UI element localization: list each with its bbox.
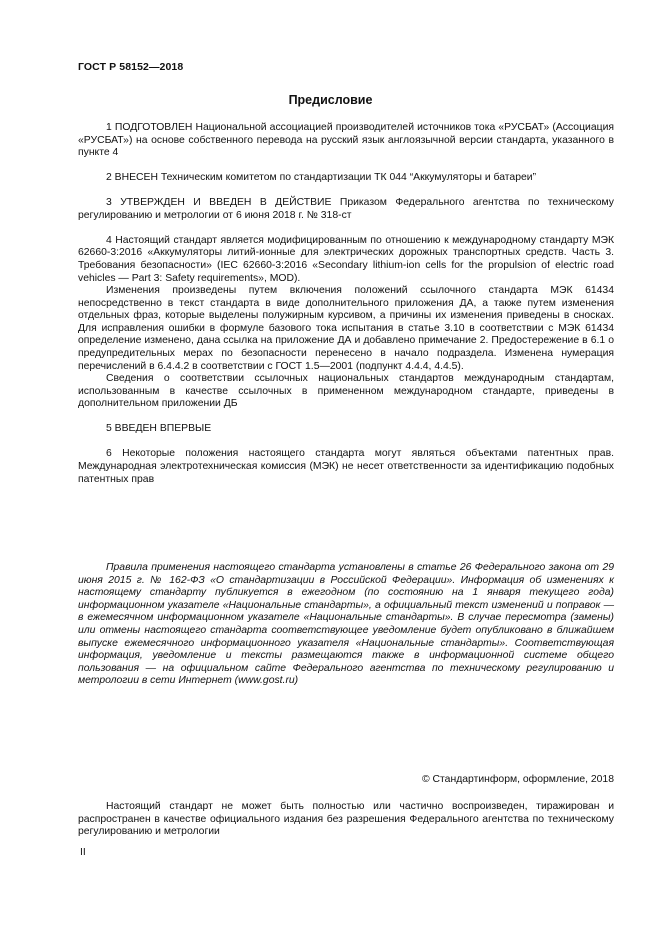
paragraph-changes: Изменения произведены путем включения положений ссылочного стандарта МЭК 61434 непосредственно в текст стандарта в виде дополнительного приложения ДА, а также путем изменения отдельных фраз, которые выделены полужирным курсивом, а причины их изменения приведены в сносках. Для исправления ошибки в формуле базового тока испытания в статье 3.10 в соответствии с МЭК 61434 определение изменено, дана ссылка на приложение ДА и добавлено примечание 2. Предостережение в 6.1 о предупредительных мерах по безопасности перенесено в начало подраздела. Изменена нумерация перечислений в 6.4.4.2 в соответствии с ГОСТ 1.5—2001 (подпункт 4.4.4, 4.4.5). (78, 285, 614, 372)
page-number: II (80, 847, 86, 858)
paragraph-approved: 3 УТВЕРЖДЕН И ВВЕДЕН В ДЕЙСТВИЕ Приказом Федерального агентства по техническому регулированию и метрологии от 6 июня 2018 г. № 318-ст (78, 197, 614, 221)
reproduction-notice (78, 801, 614, 839)
paragraph-modified: 4 Настоящий стандарт является модифицированным по отношению к международному стандарту МЭК 62660-3:2016 «Аккумуляторы литий-ионные для электрических дорожных транспортных средств. Часть 3. Требования безопасности» (IEC 62660-3:2016 «Secondary lithium-ion cells for the propulsion of electric road vehicles — Part 3: Safety requirements», MOD). (78, 234, 614, 284)
notice-text: Правила применения настоящего стандарта установлены в статье 26 Федерального закона от 29 июня 2015 г. № 162-ФЗ «О стандартизации в Российской Федерации». Информация об изменениях к настоящему стандарту публикуется в ежегодном (по состоянию на 1 января текущего года) информационном указателе «Национальные стандарты», а официальный текст изменений и поправок — в ежемесячном информационном указателе «Национальные стандарты». В случае пересмотра (замены) или отмены настоящего стандарта соответствующее уведомление будет опубликовано в ближайшем выпуске ежемесячного информационного указателя «Национальные стандарты». Соответствующая информация, уведомление и тексты размещаются также в информационной системе общего пользования — на официальном сайте Федерального агентства по техническому регулированию и метрологии в сети Интернет (www.gost.ru) (78, 562, 614, 687)
document-code: ГОСТ Р 58152—2018 (78, 61, 184, 73)
foreword-body (78, 122, 614, 486)
application-rules-notice (78, 562, 614, 688)
page-title: Предисловие (288, 93, 373, 107)
paragraph-introduced: 5 ВВЕДЕН ВПЕРВЫЕ (106, 423, 212, 435)
copyright-line: © Стандартинформ, оформление, 2018 (421, 774, 614, 785)
paragraph-references: Сведения о соответствии ссылочных национальных стандартов международным стандартам, использованным в качестве ссылочных в примененном международном стандарте, приведены в дополнительном приложении ДБ (78, 373, 614, 410)
paragraph-prepared: 1 ПОДГОТОВЛЕН Национальной ассоциацией производителей источников тока «РУСБАТ» (Ассоциация «РУСБАТ») на основе собственного перевода на русский язык англоязычной версии стандарта, указанного в пункте 4 (78, 122, 614, 159)
paragraph-patents: 6 Некоторые положения настоящего стандарта могут являться объектами патентных прав. Международная электротехническая комиссия (МЭК) не несет ответственности за идентификацию подобных патентных прав (78, 448, 614, 485)
reproduction-text: Настоящий стандарт не может быть полностью или частично воспроизведен, тиражирован и распространен в качестве официального издания без разрешения Федерального агентства по техническому регулированию и метрологии (78, 801, 614, 838)
paragraph-submitted: 2 ВНЕСЕН Техническим комитетом по стандартизации ТК 044 “Аккумуляторы и батареи” (106, 172, 537, 184)
